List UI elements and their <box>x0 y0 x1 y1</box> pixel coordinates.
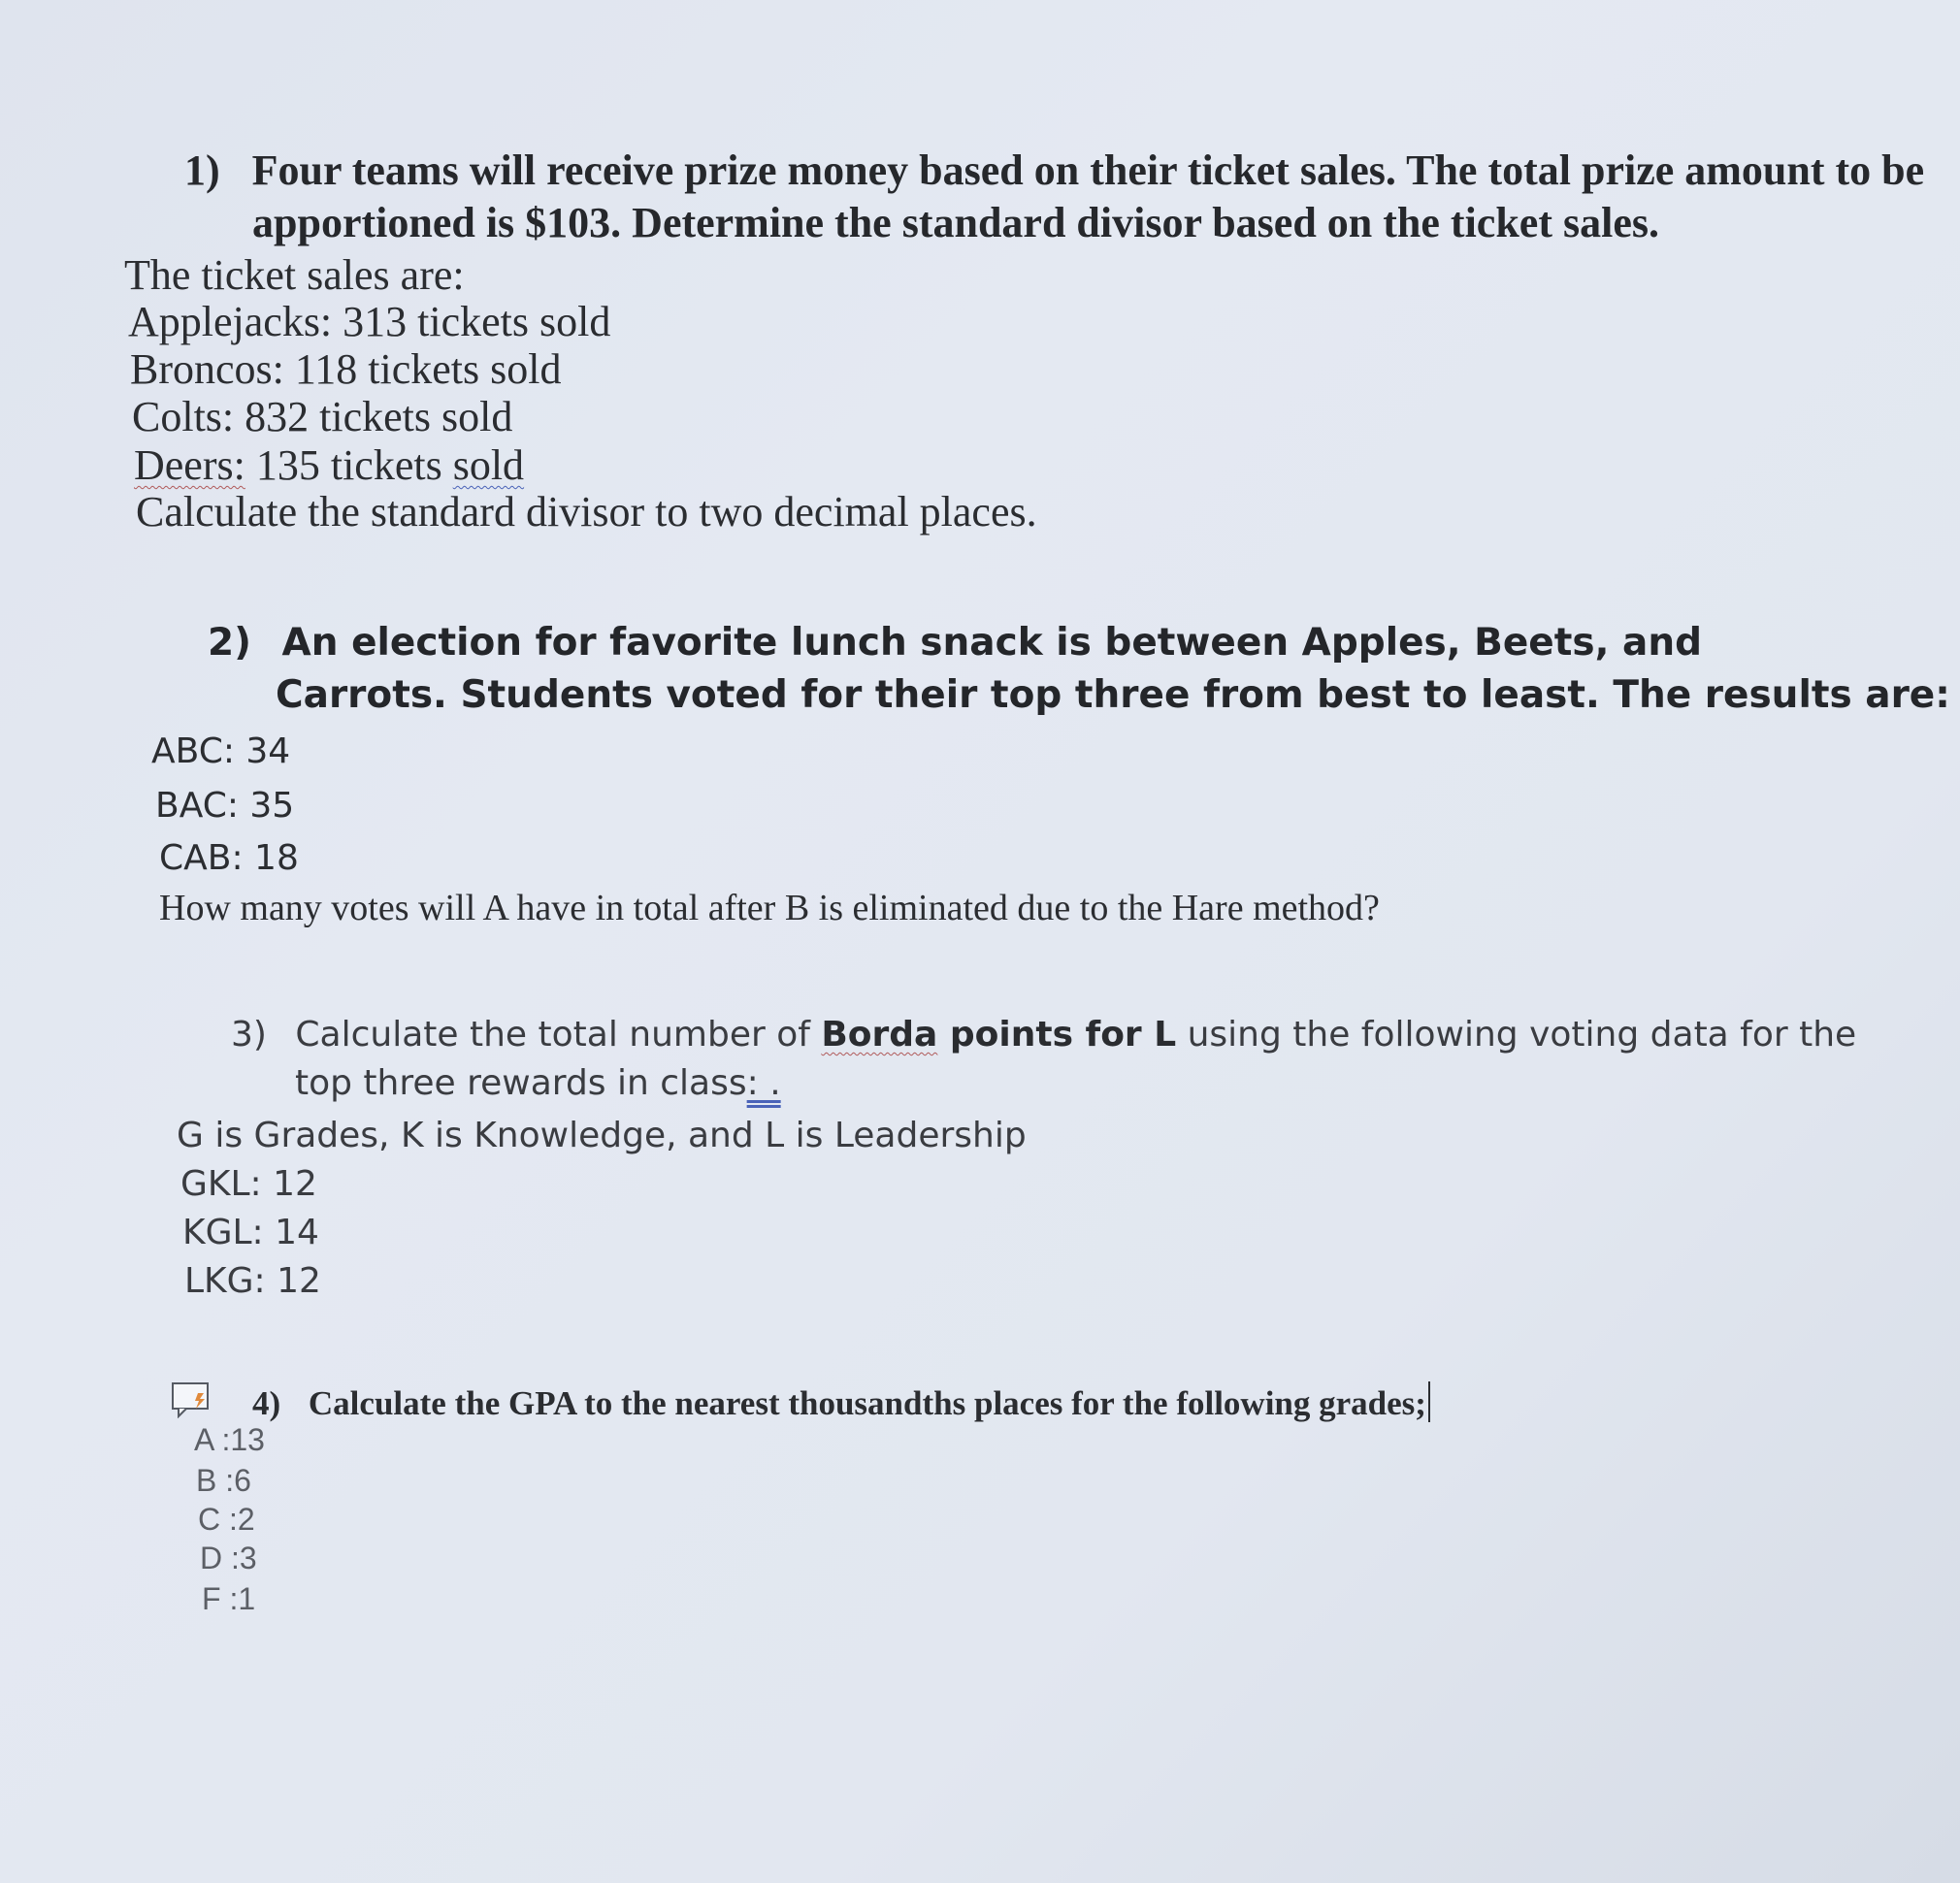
result-row: LKG: 12 <box>184 1261 321 1301</box>
team-name: Colts: <box>132 393 235 440</box>
text-cursor <box>1428 1381 1430 1422</box>
question-1-number: 1) <box>184 146 220 194</box>
question-3-line-2 <box>295 1063 781 1103</box>
question-3-text-line2: top three rewards in class <box>295 1063 747 1103</box>
grade-row: D :3 <box>200 1541 257 1575</box>
points-for-l: points for L <box>937 1015 1177 1055</box>
question-1-title-line-1 <box>184 146 1924 195</box>
result-row: BAC: 35 <box>155 786 295 826</box>
grade-row: B :6 <box>196 1463 251 1498</box>
question-1-title-line-2: apportioned is $103. Determine the standard divisor based on the ticket sales. <box>252 199 1659 246</box>
grade-row: F :1 <box>202 1581 256 1616</box>
team-sales: 118 tickets sold <box>294 345 562 393</box>
result-row: KGL: 14 <box>182 1213 319 1252</box>
question-4-title <box>252 1381 1430 1423</box>
team-sales: 135 tickets <box>255 441 442 489</box>
team-row-applejacks <box>128 297 610 346</box>
comment-icon[interactable] <box>171 1381 213 1418</box>
question-3-text-pre: Calculate the total number of <box>295 1015 822 1055</box>
borda-term: Borda <box>821 1015 938 1055</box>
question-1-title-text-1: Four teams will receive prize money based on their ticket sales. The total prize amount to be <box>251 146 1925 194</box>
team-row-deers <box>134 440 524 490</box>
result-row: GKL: 12 <box>180 1164 317 1204</box>
question-3-number: 3) <box>231 1015 267 1055</box>
team-name: Broncos: <box>130 345 284 393</box>
team-name: Deers: <box>134 441 245 489</box>
result-row: CAB: 18 <box>159 838 299 878</box>
question-2-title-line-2: Carrots. Students voted for their top three from best to least. The results are: <box>276 673 1950 717</box>
team-row-colts <box>132 392 512 441</box>
question-2-title-text-1: An election for favorite lunch snack is between Apples, Beets, and <box>281 621 1702 665</box>
result-row: ABC: 34 <box>151 731 291 771</box>
question-2-number: 2) <box>208 621 251 665</box>
question-1-instruction: Calculate the standard divisor to two decimal places. <box>136 488 1037 536</box>
grammar-mark: : . <box>746 1063 781 1103</box>
team-sales: 313 tickets sold <box>343 298 611 345</box>
question-2-title-line-1 <box>208 621 1702 665</box>
question-4-number: 4) <box>252 1384 281 1422</box>
team-name: Applejacks: <box>128 298 333 345</box>
question-3-legend: G is Grades, K is Knowledge, and L is Leadership <box>177 1116 1027 1155</box>
question-4-title-text: Calculate the GPA to the nearest thousandths places for the following grades; <box>308 1384 1426 1422</box>
question-3-text-post: using the following voting data for the <box>1176 1015 1857 1055</box>
question-3-line-1 <box>231 1015 1856 1055</box>
team-sales: 832 tickets sold <box>245 393 513 440</box>
question-2-prompt: How many votes will A have in total after B is eliminated due to the Hare method? <box>159 888 1380 928</box>
grade-row: A :13 <box>194 1422 265 1457</box>
team-row-broncos <box>130 344 561 394</box>
question-1-intro: The ticket sales are: <box>124 251 465 299</box>
grade-row: C :2 <box>198 1502 255 1537</box>
team-sales-tail: sold <box>452 441 525 489</box>
